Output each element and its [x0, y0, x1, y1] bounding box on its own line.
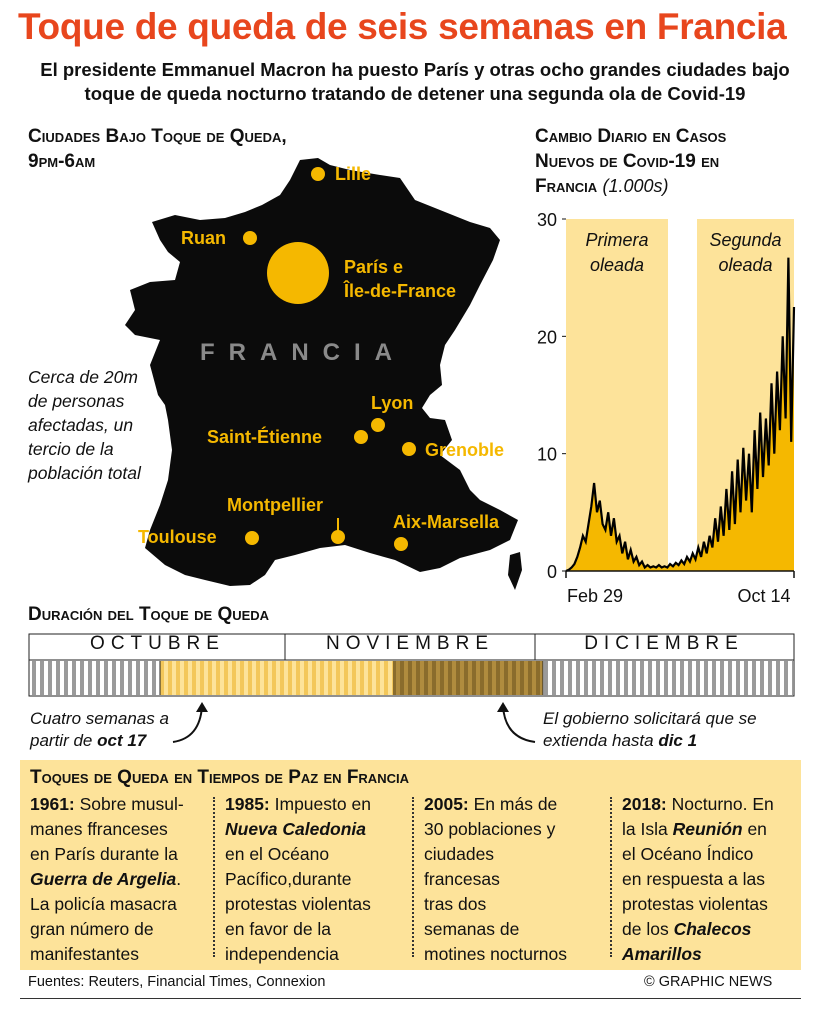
city-label-paris-1: París e	[344, 257, 404, 277]
chart-heading-unit: (1.000s)	[602, 176, 669, 196]
peacetime-entry-1985	[225, 792, 410, 967]
arrow-right-head	[497, 702, 509, 712]
wave-band-label-2-2: oleada	[718, 255, 773, 275]
note-four-weeks-date: oct 17	[97, 731, 147, 750]
entry-2018-emphasis: Reunión	[672, 819, 743, 839]
entry-2018-emphasis-3: Amarillos	[622, 944, 702, 964]
entry-1985-text-c: Pacífico,durante	[225, 869, 352, 889]
entry-2018-text-b: la Isla	[622, 819, 673, 839]
timeline-curfew-extension	[393, 661, 543, 695]
entry-1985-text-b: en el Océano	[225, 844, 330, 864]
chart-heading-line1: Cambio Diario en Casos	[535, 126, 727, 147]
entry-1961-text-a: Sobre musul-	[74, 794, 184, 814]
city-label-aix-marsella: Aix-Marsella	[393, 512, 500, 532]
entry-2018-year: 2018:	[622, 794, 667, 814]
page-subtitle: El presidente Emmanuel Macron ha puesto París y otras ocho grandes ciudades bajo toque de queda nocturno tratando de detener una segunda ola de Covid-19	[40, 59, 790, 104]
peacetime-entry-1961	[30, 792, 215, 967]
x-tick-label-2: Oct 14	[737, 586, 791, 606]
note-extension-prefix: extienda hasta	[543, 731, 654, 750]
entry-2018-text-a: Nocturno. En	[666, 794, 774, 814]
country-label: FRANCIA	[200, 339, 406, 366]
entry-2005-text-a: En más de	[468, 794, 558, 814]
entry-1985-text-e: en favor de la	[225, 919, 332, 939]
entry-1961-text-b: manes ffranceses	[30, 819, 168, 839]
entry-1985-emphasis: Nueva Caledonia	[225, 819, 367, 839]
peacetime-divider-3	[610, 797, 612, 957]
month-noviembre: NOVIEMBRE	[325, 633, 495, 654]
entry-2005-text-f: semanas de	[424, 919, 520, 939]
note-extension-line2	[543, 730, 757, 752]
month-diciembre: DICIEMBRE	[584, 633, 744, 654]
timeline-after-curfew	[543, 661, 793, 695]
y-tick-label-30: 30	[536, 210, 557, 230]
entry-2018-text-f: protestas violentas	[622, 894, 768, 914]
note-four-weeks-prefix: partir de	[30, 731, 93, 750]
footer-rule	[20, 998, 801, 999]
entry-1985-text-a: Impuesto en	[269, 794, 371, 814]
entry-2005-text-c: ciudades	[424, 844, 495, 864]
entry-1985-text-d: protestas violentas	[225, 894, 371, 914]
map-heading-line1: Ciudades Bajo Toque de Queda,	[28, 126, 287, 147]
credit: © GRAPHIC NEWS	[644, 974, 773, 990]
map-heading-line2: 9pm-6am	[28, 151, 96, 172]
note-extension	[543, 708, 757, 752]
y-tick-label-20: 20	[536, 327, 557, 348]
note-four-weeks-line1: Cuatro semanas a	[30, 709, 169, 728]
map-note: Cerca de 20m de personas afectadas, un tercio de la población total	[28, 367, 141, 483]
timeline-before-curfew	[30, 661, 160, 695]
page-title: Toque de queda de seis semanas en Francia	[18, 6, 787, 47]
entry-1961-year: 1961:	[30, 794, 75, 814]
entry-1961-text-e: La policía masacra	[30, 894, 177, 914]
city-label-montpellier: Montpellier	[227, 495, 324, 515]
entry-2018-emphasis-2: Chalecos	[673, 919, 752, 939]
note-extension-date: dic 1	[658, 731, 698, 750]
entry-1961-text-d: .	[176, 869, 182, 889]
note-extension-line1: El gobierno solicitará que se	[543, 709, 757, 728]
city-label-lyon: Lyon	[371, 393, 414, 413]
entry-2005-text-e: tras dos	[424, 894, 487, 914]
timeline-curfew-four-weeks	[160, 661, 393, 695]
chart-heading-line3: Francia	[535, 176, 598, 197]
city-label-lille: Lille	[335, 164, 372, 184]
entry-2018-text-e: en respuesta a las	[622, 869, 766, 889]
entry-2005-text-b: 30 poblaciones y	[424, 819, 556, 839]
entry-2018-text-d: el Océano Índico	[622, 844, 754, 864]
entry-2005-text-g: motines nocturnos	[424, 944, 567, 964]
month-octubre: OCTUBRE	[90, 633, 225, 654]
entry-1961-emphasis: Guerra de Argelia	[30, 869, 177, 889]
entry-2018-text-g: de los	[622, 919, 674, 939]
duration-heading: Duración del Toque de Queda	[28, 604, 270, 625]
city-label-paris-2: Île-de-France	[344, 281, 457, 301]
arrow-left-head	[196, 702, 208, 712]
city-label-toulouse: Toulouse	[138, 527, 217, 547]
entry-1961-text-g: manifestantes	[30, 944, 139, 964]
wave-band-label-1-2: oleada	[589, 255, 645, 275]
entry-1961-text-f: gran número de	[30, 919, 154, 939]
entry-1985-year: 1985:	[225, 794, 270, 814]
entry-2005-text-d: francesas	[424, 869, 500, 889]
x-tick-label-1: Feb 29	[566, 586, 624, 606]
entry-2005-year: 2005:	[424, 794, 469, 814]
peacetime-heading: Toques de Queda en Tiempos de Paz en Francia	[30, 767, 409, 788]
city-label-grenoble: Grenoble	[425, 440, 505, 460]
y-tick-label-0: 0	[546, 562, 557, 582]
note-four-weeks	[30, 708, 169, 752]
peacetime-divider-1	[213, 797, 215, 957]
peacetime-divider-2	[412, 797, 414, 957]
city-label-ruan: Ruan	[181, 228, 226, 248]
wave-band-label-2-1: Segunda	[709, 230, 782, 250]
peacetime-entry-2018	[622, 792, 800, 967]
y-tick-label-10: 10	[536, 444, 557, 465]
entry-1985-text-f: independencia	[225, 944, 339, 964]
entry-1961-text-c: en París durante la	[30, 844, 178, 864]
wave-band-label-1-1: Primera	[585, 230, 649, 250]
note-four-weeks-line2	[30, 730, 169, 752]
sources: Fuentes: Reuters, Financial Times, Connexion	[28, 974, 326, 990]
peacetime-entry-2005	[424, 792, 604, 967]
chart-heading-line2: Nuevos de Covid-19 en	[535, 151, 720, 172]
city-label-saint-etienne: Saint-Étienne	[207, 427, 323, 447]
entry-2018-text-c: en	[742, 819, 767, 839]
